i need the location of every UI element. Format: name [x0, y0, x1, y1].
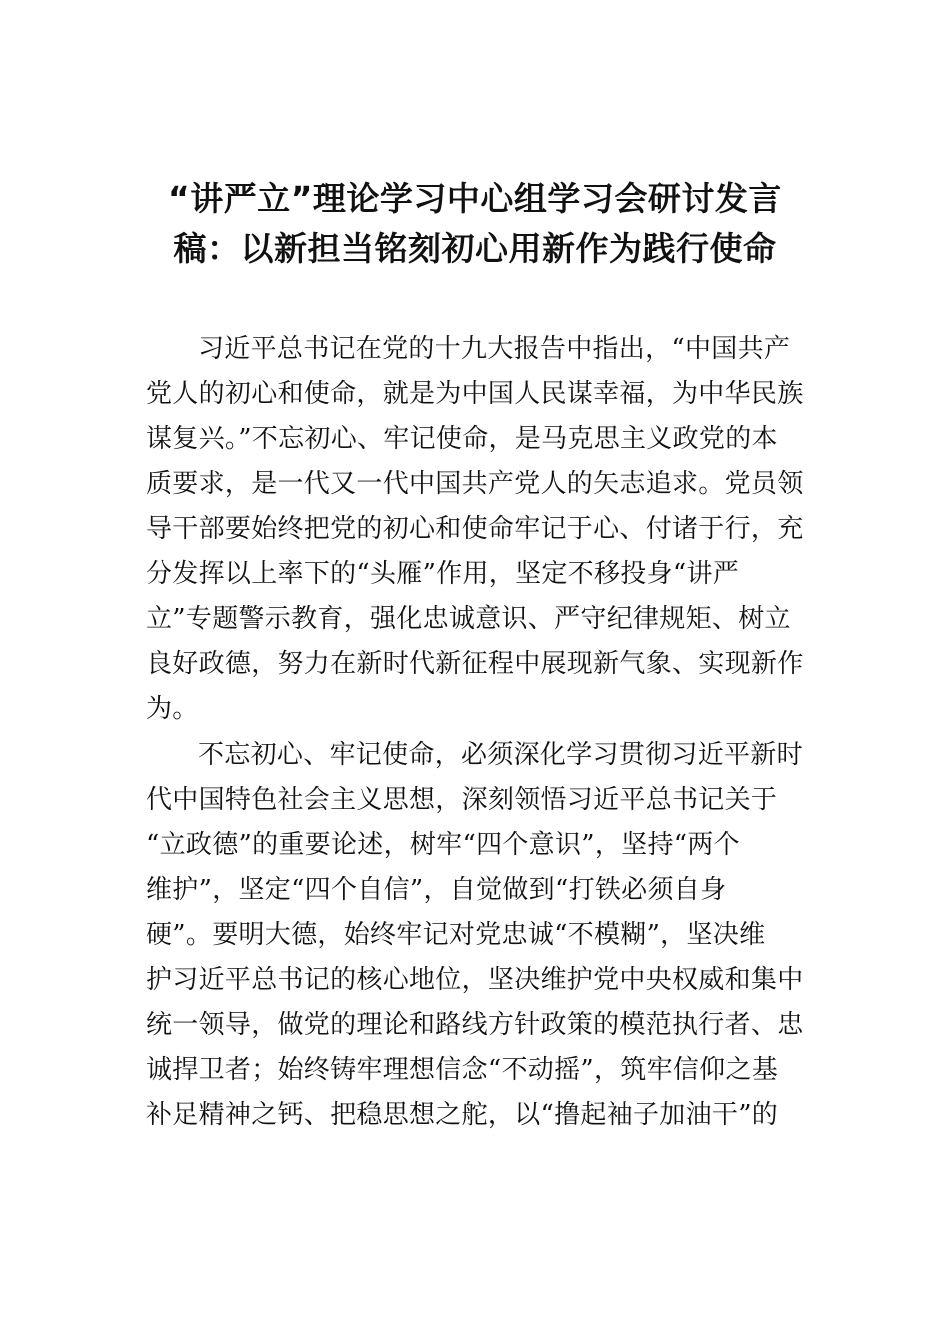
paragraph-1 — [146, 327, 810, 732]
text-line: 良好政德，努力在新时代新征程中展现新气象、实现新作 — [146, 649, 804, 679]
document-body — [146, 327, 810, 1139]
text-line: 习近平总书记在党的十九大报告中指出，“中国共产 — [198, 334, 791, 364]
title-line-1: “讲严立”理论学习中心组学习会研讨发言 — [168, 179, 782, 218]
title-line-2: 稿：以新担当铭刻初心用新作为践行使命 — [173, 229, 777, 268]
text-line: 护习近平总书记的核心地位，坚决维护党中央权威和集中 — [146, 965, 804, 995]
text-line: 为。 — [146, 694, 199, 724]
text-line: 不忘初心、牢记使命，必须深化学习贯彻习近平新时 — [198, 740, 803, 770]
text-line: 诚捍卫者；始终铸牢理想信念“不动摇”，筑牢信仰之基 — [146, 1055, 779, 1085]
text-line: 统一领导，做党的理论和路线方针政策的模范执行者、忠 — [146, 1010, 804, 1040]
document-title — [140, 174, 810, 274]
text-line: 立”专题警示教育，强化忠诚意识、严守纪律规矩、树立 — [146, 604, 791, 634]
text-line: 硬”。要明大德，始终牢记对党忠诚“不模糊”，坚决维 — [146, 920, 766, 950]
paragraph-2 — [146, 733, 810, 1138]
text-line: “立政德”的重要论述，树牢“四个意识”，坚持“两个 — [146, 830, 740, 860]
text-line: 代中国特色社会主义思想，深刻领悟习近平总书记关于 — [146, 785, 778, 815]
text-line: 维护”，坚定“四个自信”，自觉做到“打铁必须自身 — [146, 875, 727, 905]
text-line: 导干部要始终把党的初心和使命牢记于心、付诸于行，充 — [146, 514, 804, 544]
text-line: 分发挥以上率下的“头雁”作用，坚定不移投身“讲严 — [146, 559, 740, 589]
text-line: 谋复兴。”不忘初心、牢记使命，是马克思主义政党的本 — [146, 424, 778, 454]
text-line: 党人的初心和使命，就是为中国人民谋幸福，为中华民族 — [146, 379, 804, 409]
text-line: 补足精神之钙、把稳思想之舵，以“撸起袖子加油干”的 — [146, 1100, 779, 1130]
text-line: 质要求，是一代又一代中国共产党人的矢志追求。党员领 — [146, 469, 804, 499]
